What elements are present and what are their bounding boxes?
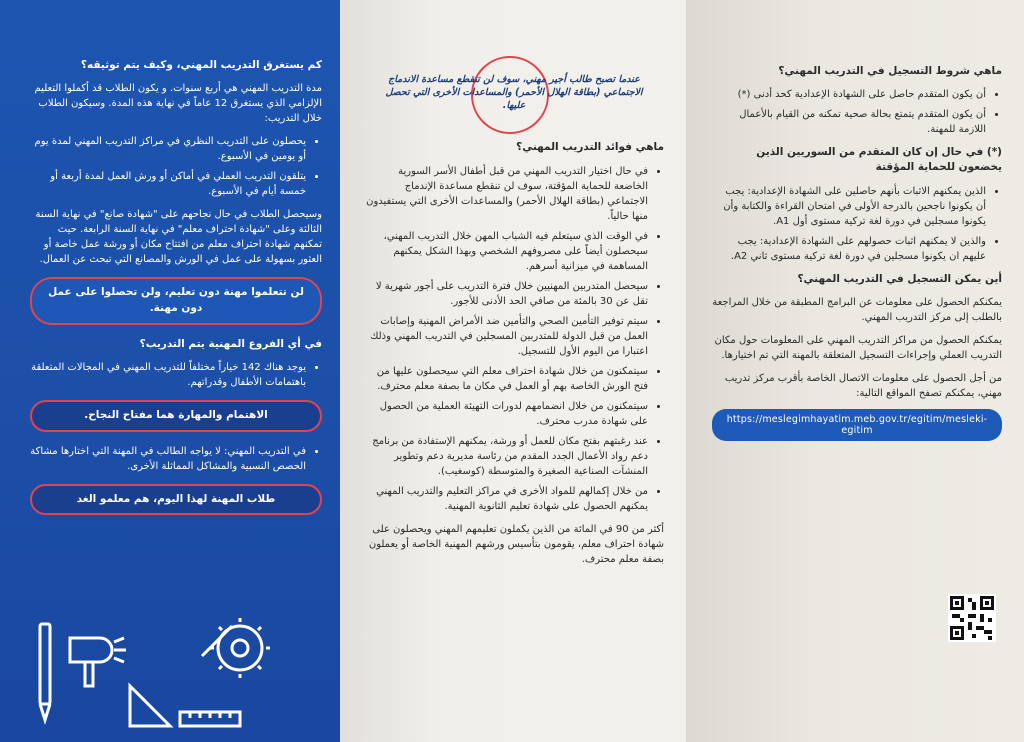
website-link[interactable]: https://meslegimhayatim.meb.gov.tr/egitim/mesleki-egitim <box>712 409 1002 441</box>
list-item: • سيتمكنون من خلال انضمامهم لدورات التهيئة العملية من الحصول على شهادة مدرب محترف. <box>364 399 648 429</box>
quote-text: عندما تصبح طالب أجير مهني، سوف لن تنقطع مساعدة الاندماج الاجتماعي (بطاقة الهلال الأحمر) والمساعدات الأخرى التي تحصل عليها. <box>385 74 643 111</box>
highlight-quote <box>379 70 649 116</box>
qr-code-icon[interactable] <box>948 594 996 642</box>
branches-list <box>30 360 322 390</box>
statistic-paragraph: أكثر من 90 في المائة من الذين يكملون تعليمهم المهني ويحصلون على شهادة احتراف معلم، يقومون بتأسيس ورشهم المهنية الخاصة أو يعملون بصفة معلم محترف. <box>368 523 664 565</box>
where-paragraph-2: يمكنكم الحصول من مراكز التدريب المهني على المعلومات حول مكان التدريب العملي وإجراءات التسجيل المتعلقة بالمهنة التي تم اختيارها. <box>714 334 1002 361</box>
list-item: • يوجد هناك 142 خياراً مختلفاً للتدريب المهني في المجالات المتعلقة باهتمامات الأطفال وقدراتهم. <box>30 360 306 390</box>
branches-heading: في أي الفروع المهنية يتم التدريب؟ <box>139 337 322 350</box>
list-item: • في حال اختيار التدريب المهني من قبل أطفال الأسر السورية الخاضعة للحماية المؤقتة، سوف لن تنقطع مساعدة الإندماج الاجتماعي (بطاقة الهلال الأحمر) والمساعدات الأخرى التي يستفيدون منها حالياً. <box>364 164 648 224</box>
panel-blue <box>0 0 340 742</box>
list-item: • والذين لا يمكنهم اثبات حصولهم على الشهادة الإعدادية: يجب عليهم ان يكونوا مسجلين في دورة لغة تركية مستوى ثاني A2. <box>712 234 986 264</box>
conditions-list <box>712 87 1002 137</box>
benefits-heading: ماهي فوائد التدريب المهني؟ <box>516 141 664 154</box>
contact-paragraph: من أجل الحصول على معلومات الاتصال الخاصة بأقرب مركز تدريب مهني، يمكنكم تصفح المواقع التالية: <box>724 372 1002 399</box>
list-item: • في الوقت الذي سيتعلم فيه الشباب المهن خلال التدريب المهني، سيحصلون أيضاً على مصروفهم الشخصي وبهذا الشكل يمكنهم المساهمة في ميزانية أسرهم. <box>364 229 648 274</box>
syrian-heading: (*) في حال إن كان المتقدم من السوريين الذين يخضعون للحماية المؤقتة <box>756 146 1002 174</box>
where-heading: أين يمكن التسجيل في التدريب المهني؟ <box>797 272 1002 285</box>
where-paragraph-1: يمكنكم الحصول على معلومات عن البرامج المطبقة من خلال المراجعة بالطلب إلى مركز التدريب المهني. <box>712 296 1002 323</box>
conditions-heading: ماهي شروط التسجيل في التدريب المهني؟ <box>778 65 1002 77</box>
panel-benefits <box>340 0 686 742</box>
slogan-pill-3: طلاب المهنة لهذا اليوم، هم معلمو الغد <box>30 484 322 516</box>
list-item: • يحصلون على التدريب النظري في مراكز التدريب المهني لمدة يوم أو يومين في الأسبوع. <box>30 134 306 164</box>
gear-wrench-icon <box>202 618 270 678</box>
benefits-list <box>364 164 664 514</box>
duration-paragraph: مدة التدريب المهني هي أربع سنوات. و يكون الطلاب قد أكملوا التعليم الإلزامي الذي يستغرق 12 عاماً في نهاية هذه المدة. وسيكون الطلاب خلال التدريب: <box>34 83 322 125</box>
list-item: • من خلال إكمالهم للمواد الأخرى في مراكز التعليم والتدريب المهني يمكنهم الحصول على شهادة تعليم الثانوية المهنية. <box>364 484 648 514</box>
pencil-icon <box>40 624 50 720</box>
set-square-ruler-icon <box>130 686 240 726</box>
slogan-pill-1: لن تتعلموا مهنة دون تعليم، ولن تحصلوا على عمل دون مهنة. <box>30 277 322 325</box>
list-item: • أن يكون المتقدم حاصل على الشهادة الإعدادية كحد أدنى (*) <box>712 87 986 102</box>
list-item: • سيتم توفير التأمين الصحي والتأمين ضد الأمراض المهنية وإصابات العمل من قبل الدولة للمتدربين المسجلين في التدريب المهني وذلك اعتبارا من اليوم الأول للتسجيل. <box>364 314 648 359</box>
certificate-paragraph: وسيحصل الطلاب في حال نجاحهم على "شهادة صانع" في نهاية السنة الثالثة وعلى "شهادة احتراف معلم" في نهاية السنة الرابعة. حيث تمكنهم شهادة احتراف معلم من افتتاح مكان أو ورشة عمل خاصة أو العثور بسهولة على عمل في الورش والمصانع التي تبحث عن العمال. <box>35 209 322 266</box>
quota-list <box>30 444 322 474</box>
slogan-pill-2: الاهتمام والمهارة هما مفتاح النجاح. <box>30 400 322 432</box>
list-item: • يتلقون التدريب العملي في أماكن أو ورش العمل لمدة أربعة أو خمسة أيام في الأسبوع. <box>30 169 306 199</box>
list-item: • سيتمكنون من خلال شهادة احتراف معلم التي سيحصلون عليها من فتح الورش الخاصة بهم أو العمل في مكان ما بصفة معلم محترف. <box>364 364 648 394</box>
duration-heading: كم يستغرق التدريب المهني، وكيف يتم توثيقه؟ <box>80 59 322 71</box>
trade-icons <box>30 616 330 736</box>
list-item: • في التدريب المهني: لا يواجه الطالب في المهنة التي اختارها مشاكة الحصص النسبية والمشاكل المماثلة الأخرى. <box>30 444 306 474</box>
panel-registration <box>686 0 1024 742</box>
list-item: • عند رغبتهم بفتح مكان للعمل أو ورشة، يمكنهم الإستفادة من برنامج دعم رواد الأعمال الجدد المقدم من رئاسة مديرية دعم وتطوير المنشآت الصناعية الصغيرة والمتوسطة (كوسغيب). <box>364 434 648 479</box>
list-item: • أن يكون المتقدم يتمتع بحالة صحية تمكنه من القيام بالأعمال اللازمة للمهنة. <box>712 107 986 137</box>
list-item: • الذين يمكنهم الاثبات بأنهم حاصلين على الشهادة الإعدادية: يجب أن يكونوا ناجحين بالدرجة الأولى في امتحان القراءة والكتابة وأن يكونوا مسجلين في دورة لغة تركية مستوى أول A1. <box>712 184 986 229</box>
duration-list <box>30 134 322 199</box>
syrian-list <box>712 184 1002 264</box>
hair-dryer-icon <box>70 638 126 686</box>
list-item: • سيحصل المتدربين المهنيين خلال فترة التدريب على أجور شهرية لا تقل عن 30 بالمئة من صافي الحد الأدنى للأجور. <box>364 279 648 309</box>
